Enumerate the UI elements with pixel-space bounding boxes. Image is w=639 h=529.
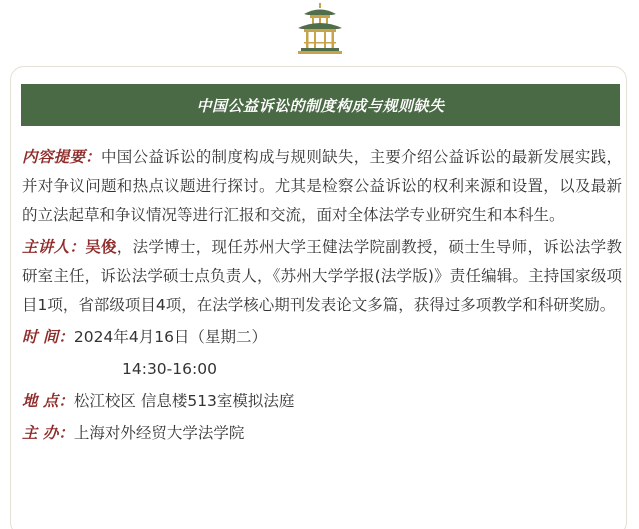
time-hours-paragraph [22,355,622,384]
time-paragraph [22,323,622,352]
title-bar [21,84,620,126]
summary-label: 内容提要： [22,148,101,166]
location-value: 松江校区 信息楼513室模拟法庭 [73,392,295,410]
pavilion-icon [292,2,348,58]
speaker-name: 吴俊 [85,238,117,256]
organizer-label: 主 办： [22,424,74,442]
speaker-paragraph [22,233,622,320]
speaker-bio: ，法学博士，现任苏州大学王健法学院副教授，硕士生导师，诉讼法学教研室主任，诉讼法学硕士点负责人，《苏州大学学报(法学版)》责任编辑。主持国家级项目1项，省部级项目4项，在法学核心期刊发表论文多篇，获得过多项教学和科研奖励。 [22,238,622,314]
lecture-details [22,143,622,451]
time-date: 2024年4月16日（星期二） [73,328,267,346]
organizer-paragraph [22,419,622,448]
location-paragraph [22,387,622,416]
summary-text: 中国公益诉讼的制度构成与规则缺失，主要介绍公益诉讼的最新发展实践，并对争议问题和热点议题进行探讨。尤其是检察公益诉讼的权利来源和设置，以及最新的立法起草和争议情况等进行汇报和交流，面对全体法学专业研究生和本科生。 [22,148,622,224]
time-label: 时 间： [22,328,74,346]
organizer-value: 上海对外经贸大学法学院 [73,424,245,442]
lecture-title: 中国公益诉讼的制度构成与规则缺失 [196,96,445,115]
speaker-label: 主讲人： [22,238,86,256]
summary-paragraph [22,143,622,230]
location-label: 地 点： [22,392,74,410]
time-hours: 14:30-16:00 [122,360,217,378]
